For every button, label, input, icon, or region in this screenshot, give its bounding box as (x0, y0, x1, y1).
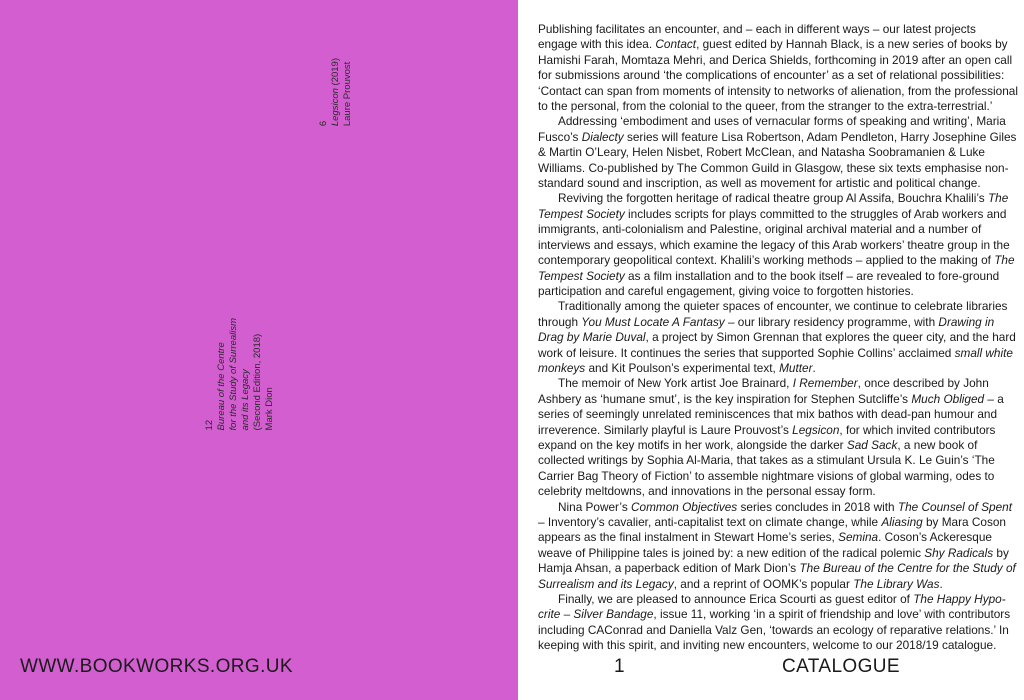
caption-year: (2019) (330, 58, 341, 89)
paragraph: Publishing facilitates an encounter, and – each in different ways – our latest projects engage with this idea. Contact, guest edited by Hannah Black, is a new series of books by Hamishi Farah, Momtaza Mehri, and Derica Shields, forthcoming in 2019 after an open call for submissions around ‘the complications of encounter’ as a set of relational possibilities: ‘Contact can span from moments of intensity to networks of alienation, from the professional to the personal, from the colonial to the queer, from the stranger to the extra-terrestrial.’ (538, 22, 1018, 114)
page-number: 1 (614, 656, 625, 677)
paragraph: Addressing ‘embodiment and uses of vernacular forms of speaking and writing’, Maria Fusco’s Dialecty series will feature Lisa Robertson, Adam Pendleton, Harry Josephine Giles & Martin O’Leary, Helen Nisbet, Robert McClean, and Natasha Soobramanien & Luke Williams. Co-published by The Common Guild in Glasgow, these six texts emphasise non-standard sound and inscription, as well as movement for artistic and political change. (538, 114, 1017, 191)
catalogue-introduction (538, 22, 1018, 654)
caption-title-line-1: Bureau of the Centre (216, 342, 227, 431)
paragraph: The memoir of New York artist Joe Brainard, I Remember, once described by John Ashbery as ‘humane smut’, is the key inspiration for Stephen Sutcliffe’s Much Obliged – a series of seemingly unrelated reminiscences that mix bathos with dead-pan humour and irreverence. Similarly playful is Laure Prouvost’s Legsicon, for which invited contributors expand on the key motifs in her work, alongside the darker Sad Sack, a new book of collected writings by Sophia Al-Maria, that takes as a stimulant Ursula K. Le Guin’s ‘The Carrier Bag Theory of Fiction’ to assemble nightmare visions of global warming, odes to celebrity meltdowns, and innovations in the personal essay form. (538, 376, 1004, 499)
caption-number: 6 (318, 120, 329, 127)
paragraph: Nina Power’s Common Objectives series concludes in 2018 with The Counsel of Spent – Inventory’s cavalier, anti-capitalist text on climate change, while Aliasing by Mara Coson appears as the final instalment in Stewart Home’s series, Semina. Coson’s Ackeresque weave of Philippine tales is joined by: a new edition of the radical polemic Shy Radicals by Hamja Ahsan, a paperback edition of Mark Dion’s The Bureau of the Centre for the Study of Surrealism and its Legacy, and a reprint of OOMK’s popular The Library Was. (538, 499, 1016, 591)
right-page (518, 0, 1024, 700)
section-label: CATALOGUE (782, 656, 900, 677)
paragraph: Finally, we are pleased to announce Erica Scourti as guest editor of The Happy Hypo-crite – Silver Bandage, issue 11, working ‘in a spirit of friendship and love’ with contributors including CAConrad and Daniella Valz Gen, ‘towards an ecology of reparative relations.’ In keeping with this spirit, and inviting new encounters, welcome to our 2018/19 catalogue. (538, 592, 1011, 653)
caption-title: Legsicon (330, 88, 341, 127)
paragraph: Traditionally among the quieter spaces of encounter, we continue to celebrate libraries through You Must Locate A Fantasy – our library residency programme, with Drawing in Drag by Marie Duval, a project by Simon Grennan that explores the queer city, and the hard work of leisure. It continues the series that supported Sophie Collins’ acclaimed small white monkeys and Kit Poulson’s experimental text, Mutter. (538, 299, 1016, 375)
caption-edition: (Second Edition, 2018) (252, 333, 263, 431)
paragraph: Reviving the forgotten heritage of radical theatre group Al Assifa, Bouchra Khalili’s The Tempest Society includes scripts for plays committed to the struggles of Arab workers and immigrants, anti-colonialism and Palestine, original archival material and a number of interviews and essays, which examine the legacy of this Arab workers’ theatre group in the contemporary geopolitical context. Khalili’s working methods – applied to the making of The Tempest Society as a film installation and to the book itself – are revealed to fore-ground participation and careful engagement, giving voice to forgotten histories. (538, 191, 1015, 298)
caption-author: Mark Dion (264, 387, 275, 431)
caption-number: 12 (204, 419, 215, 431)
caption-legsicon (318, 58, 354, 126)
website-url: WWW.BOOKWORKS.ORG.UK (20, 656, 293, 677)
caption-title-line-3: and its Legacy (240, 369, 251, 431)
caption-bureau (204, 318, 276, 430)
caption-author: Laure Prouvost (342, 61, 353, 127)
caption-title-line-2: for the Study of Surrealism (228, 318, 239, 431)
